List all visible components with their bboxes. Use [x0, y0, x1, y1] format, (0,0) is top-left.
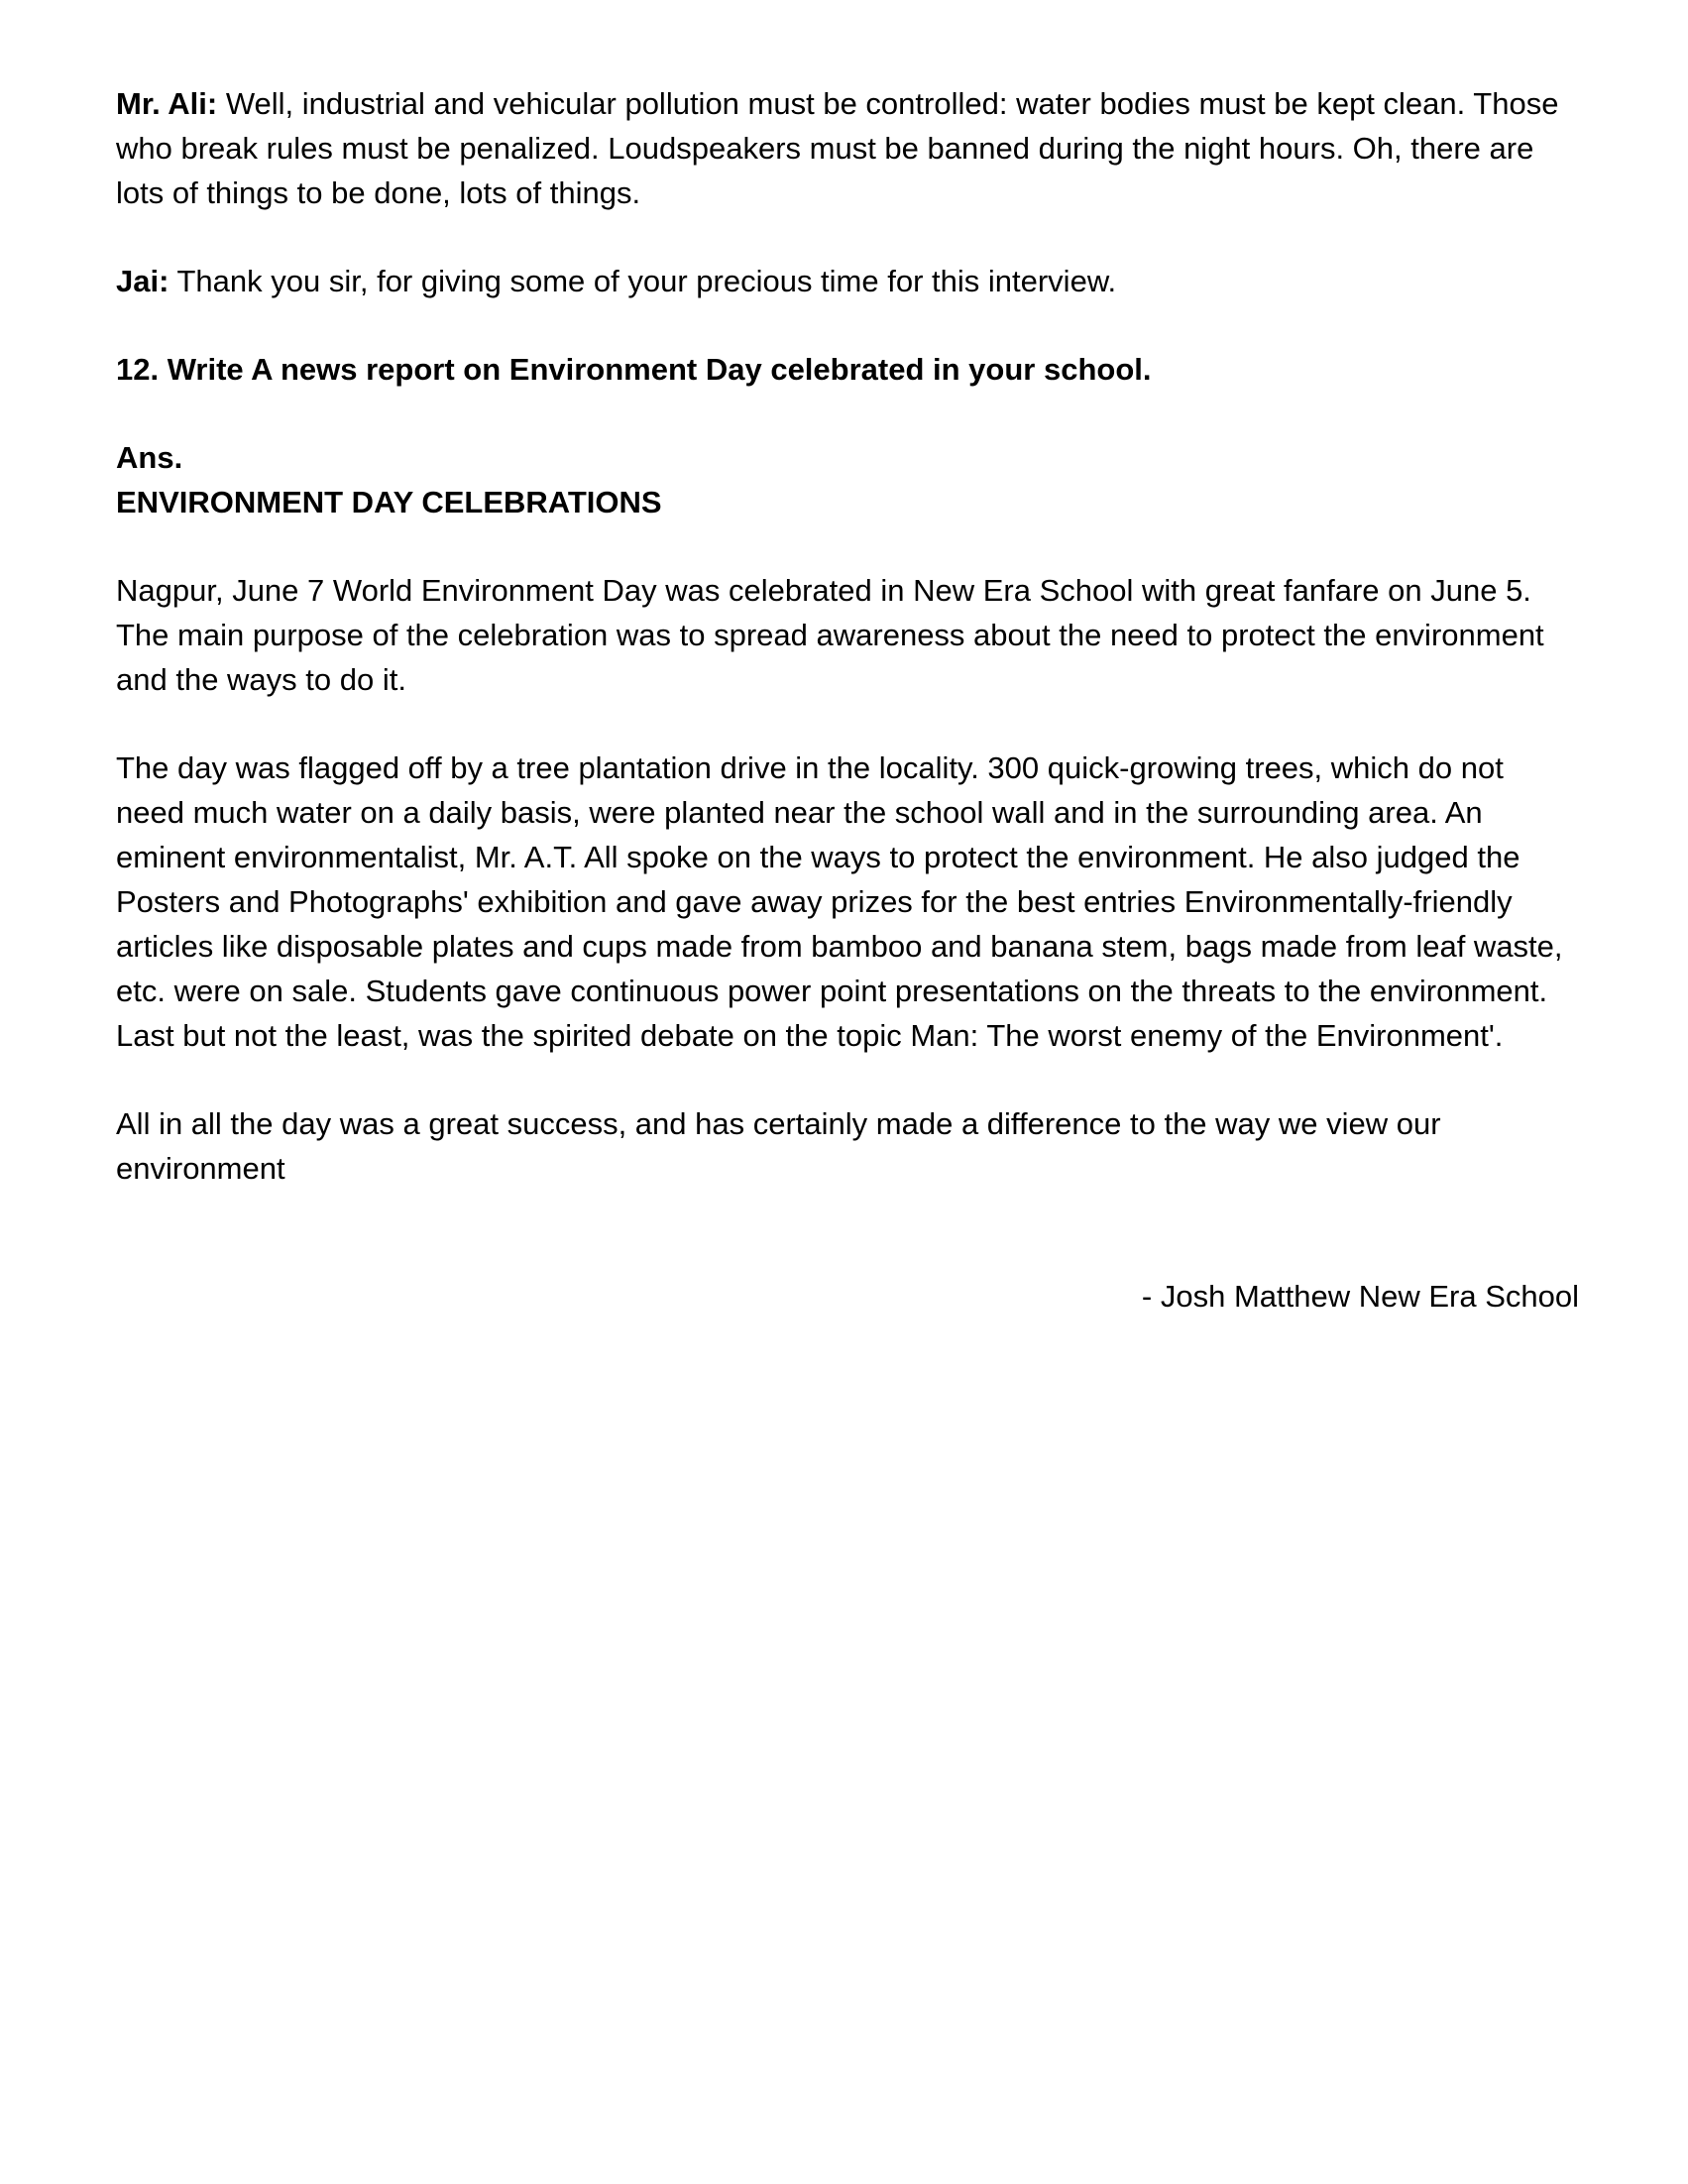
speaker-label-jai: Jai:: [116, 264, 169, 298]
report-title: ENVIRONMENT DAY CELEBRATIONS: [116, 485, 662, 519]
dialogue-mr-ali: [116, 81, 1579, 215]
report-paragraph-2: The day was flagged off by a tree plantation drive in the locality. 300 quick-growing trees, which do not need much water on a daily basis, were planted near the school wall and in the surrounding area. An eminent environmentalist, Mr. A.T. All spoke on the ways to protect the environment. He also judged the Posters and Photographs' exhibition and gave away prizes for the best entries Environmentally-friendly articles like disposable plates and cups made from bamboo and banana stem, bags made from leaf waste, etc. were on sale. Students gave continuous power point presentations on the threats to the environment. Last but not the least, was the spirited debate on the topic Man: The worst enemy of the Environment'.: [116, 750, 1563, 1053]
dialogue-text-mr-ali: Well, industrial and vehicular pollution must be controlled: water bodies must be kept clean. Those who break rules must be penalized. Loudspeakers must be banned during the night hours. Oh, there are lots of things to be done, lots of things.: [116, 86, 1559, 210]
report-paragraph-3: All in all the day was a great success, and has certainly made a difference to the way we view our environment: [116, 1106, 1441, 1186]
answer-label: Ans.: [116, 440, 183, 475]
speaker-label-mr-ali: Mr. Ali:: [116, 86, 218, 121]
report-paragraph-1: Nagpur, June 7 World Environment Day was celebrated in New Era School with great fanfare on June 5. The main purpose of the celebration was to spread awareness about the need to protect the environment and the ways to do it.: [116, 573, 1544, 697]
report-signature: - Josh Matthew New Era School: [1141, 1279, 1579, 1314]
answer-block: [116, 435, 1579, 524]
dialogue-jai: [116, 259, 1579, 303]
dialogue-text-jai: Thank you sir, for giving some of your precious time for this interview.: [176, 264, 1117, 298]
question-heading: 12. Write A news report on Environment Day celebrated in your school.: [116, 352, 1152, 387]
